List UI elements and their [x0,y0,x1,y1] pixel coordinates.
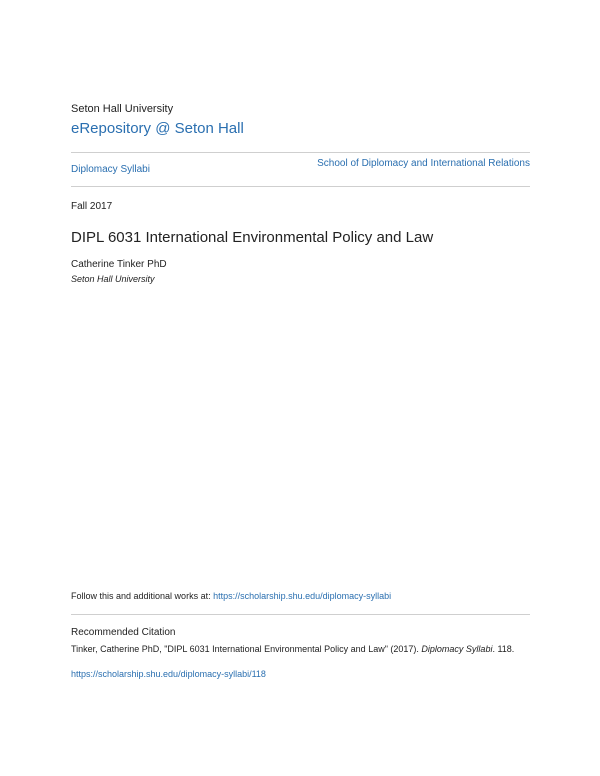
citation-suffix: . 118. [492,644,515,654]
divider-bottom [71,614,530,615]
follow-link[interactable]: https://scholarship.shu.edu/diplomacy-syllabi [213,591,392,601]
author-affiliation: Seton Hall University [71,274,155,284]
citation-text [71,643,531,656]
repository-link[interactable]: eRepository @ Seton Hall [71,120,244,137]
institution-name: Seton Hall University [71,103,174,115]
citation-series: Diplomacy Syllabi [421,644,493,654]
citation-link[interactable]: https://scholarship.shu.edu/diplomacy-syllabi/118 [71,669,266,679]
citation-prefix: Tinker, Catherine PhD, "DIPL 6031 International Environmental Policy and Law" (2017). [71,644,422,654]
divider-top [71,152,530,153]
document-author: Catherine Tinker PhD [71,259,167,270]
document-title: DIPL 6031 International Environmental Policy and Law [71,229,434,246]
citation-heading: Recommended Citation [71,627,176,638]
document-term: Fall 2017 [71,201,113,212]
collection-link[interactable]: Diplomacy Syllabi [71,164,150,175]
follow-label: Follow this and additional works at: [71,591,214,601]
school-link[interactable]: School of Diplomacy and International Relations [317,158,530,169]
follow-line [71,591,391,601]
divider-middle [71,186,530,187]
